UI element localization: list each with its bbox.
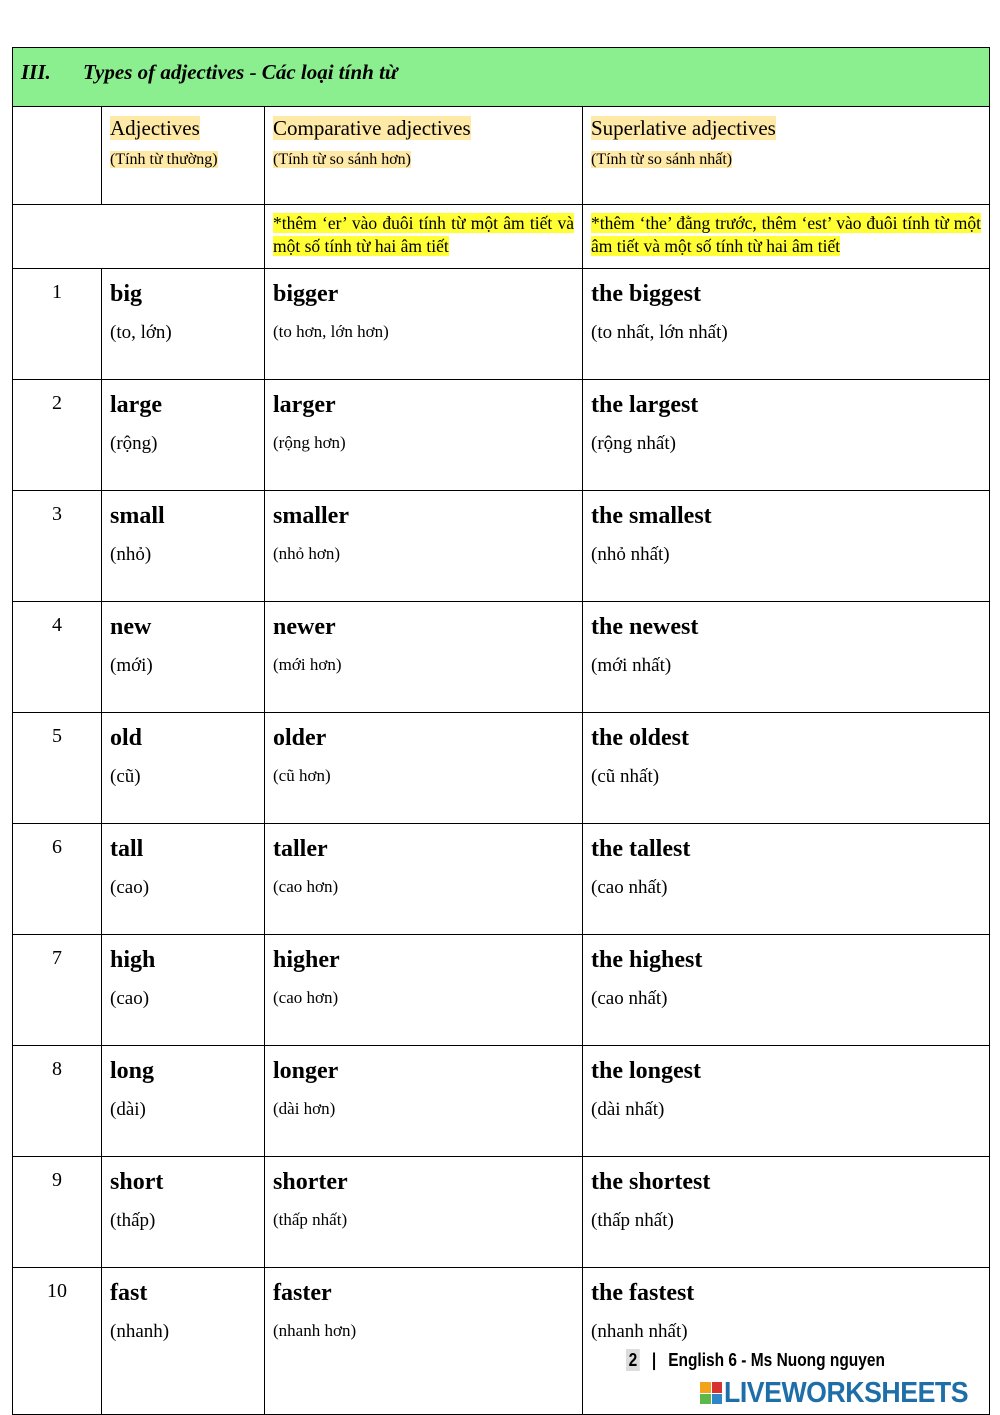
comparative-cell: [265, 1046, 583, 1157]
adjective-word: large: [110, 392, 162, 418]
superlative-cell: [583, 269, 990, 380]
superlative-word: the longest: [591, 1058, 701, 1084]
comparative-cell: [265, 269, 583, 380]
section-number: III.: [21, 60, 51, 84]
adjective-cell: [102, 935, 265, 1046]
comparative-translation: (rộng hơn): [273, 433, 346, 452]
adjective-word: short: [110, 1169, 164, 1195]
comparative-word: newer: [273, 614, 336, 640]
comparative-translation: (cũ hơn): [273, 766, 331, 785]
comparative-cell: [265, 380, 583, 491]
table-row: [13, 713, 990, 824]
row-number: 9: [13, 1157, 102, 1268]
header-comparative: [265, 107, 583, 205]
adjective-word: high: [110, 947, 156, 973]
header-adjectives: [102, 107, 265, 205]
row-number: 8: [13, 1046, 102, 1157]
comparative-word: faster: [273, 1280, 332, 1306]
row-number: 6: [13, 824, 102, 935]
superlative-word: the fastest: [591, 1280, 695, 1306]
superlative-cell: [583, 824, 990, 935]
superlative-word: the highest: [591, 947, 703, 973]
adjective-word: long: [110, 1058, 155, 1084]
superlative-cell: [583, 1046, 990, 1157]
liveworksheets-brand: [700, 1378, 989, 1408]
adjective-word: big: [110, 281, 143, 307]
adjective-cell: [102, 1046, 265, 1157]
row-number: 7: [13, 935, 102, 1046]
comparative-translation: (nhỏ hơn): [273, 544, 341, 563]
adjective-word: tall: [110, 836, 144, 862]
comparative-cell: [265, 1268, 583, 1415]
comparative-translation: (nhanh hơn): [273, 1321, 357, 1340]
comparative-word: taller: [273, 836, 328, 862]
comparative-cell: [265, 491, 583, 602]
header-empty-cell: [13, 107, 102, 205]
superlative-cell: [583, 380, 990, 491]
comparative-translation: (cao hơn): [273, 877, 339, 896]
superlative-translation: (cũ nhất): [591, 766, 660, 787]
adjective-cell: [102, 380, 265, 491]
superlative-word: the largest: [591, 392, 699, 418]
comparative-translation: (cao hơn): [273, 988, 339, 1007]
superlative-translation: (thấp nhất): [591, 1210, 674, 1231]
superlative-cell: [583, 1157, 990, 1268]
comparative-cell: [265, 1157, 583, 1268]
adjective-cell: [102, 1157, 265, 1268]
adjective-cell: [102, 602, 265, 713]
comparative-word: shorter: [273, 1169, 348, 1195]
table-row: [13, 602, 990, 713]
comparative-translation: (to hơn, lớn hơn): [273, 322, 389, 341]
header-superlative-sub: (Tính từ so sánh nhất): [591, 151, 733, 168]
table-row: [13, 269, 990, 380]
comparative-word: longer: [273, 1058, 339, 1084]
table-row: [13, 935, 990, 1046]
adjective-translation: (thấp): [110, 1210, 156, 1231]
comparative-rule-text: *thêm ‘er’ vào đuôi tính từ một âm tiết và một số tính từ hai âm tiết: [273, 213, 574, 256]
section-title-bar: [13, 48, 990, 107]
header-comparative-sub: (Tính từ so sánh hơn): [273, 151, 412, 168]
comparative-rule-note: [265, 205, 583, 269]
adjective-word: fast: [110, 1280, 148, 1306]
adjective-translation: (cũ): [110, 766, 141, 787]
adjective-translation: (to, lớn): [110, 322, 172, 343]
superlative-translation: (nhanh nhất): [591, 1321, 688, 1342]
header-superlative: [583, 107, 990, 205]
superlative-cell: [583, 935, 990, 1046]
superlative-cell: [583, 491, 990, 602]
comparative-word: smaller: [273, 503, 349, 529]
footer-separator: |: [651, 1350, 657, 1370]
footer-text: English 6 - Ms Nuong nguyen: [668, 1350, 885, 1370]
liveworksheets-logo-icon: [700, 1382, 722, 1404]
superlative-translation: (cao nhất): [591, 988, 668, 1009]
superlative-word: the smallest: [591, 503, 712, 529]
superlative-word: the oldest: [591, 725, 689, 751]
row-number: 3: [13, 491, 102, 602]
header-comparative-label: Comparative adjectives: [273, 116, 471, 140]
adjective-word: small: [110, 503, 165, 529]
table-row: [13, 824, 990, 935]
table-row: [13, 1046, 990, 1157]
header-superlative-label: Superlative adjectives: [591, 116, 776, 140]
row-number: 10: [13, 1268, 102, 1415]
adjective-cell: [102, 824, 265, 935]
adjective-word: new: [110, 614, 152, 640]
page-footer: [626, 1350, 885, 1371]
note-empty-cell: [13, 205, 265, 269]
comparative-word: larger: [273, 392, 336, 418]
adjective-cell: [102, 269, 265, 380]
adjective-translation: (cao): [110, 988, 150, 1009]
section-title: [13, 48, 989, 85]
superlative-cell: [583, 713, 990, 824]
superlative-translation: (dài nhất): [591, 1099, 665, 1120]
comparative-cell: [265, 824, 583, 935]
table-row: [13, 1157, 990, 1268]
adjective-translation: (mới): [110, 655, 153, 676]
comparative-word: higher: [273, 947, 340, 973]
row-number: 2: [13, 380, 102, 491]
superlative-word: the newest: [591, 614, 699, 640]
adjective-translation: (cao): [110, 877, 150, 898]
page-number: 2: [626, 1349, 640, 1371]
adjective-translation: (rộng): [110, 433, 158, 454]
superlative-word: the tallest: [591, 836, 691, 862]
section-title-text: Types of adjectives - Các loại tính từ: [83, 60, 398, 84]
superlative-word: the shortest: [591, 1169, 711, 1195]
superlative-rule-text: *thêm ‘the’ đằng trước, thêm ‘est’ vào đuôi tính từ một âm tiết và một số tính từ hai âm tiết: [591, 213, 981, 256]
header-adjectives-sub: (Tính từ thường): [110, 151, 218, 168]
adjective-translation: (dài): [110, 1099, 146, 1120]
comparative-cell: [265, 602, 583, 713]
comparative-cell: [265, 935, 583, 1046]
superlative-translation: (mới nhất): [591, 655, 672, 676]
superlative-translation: (to nhất, lớn nhất): [591, 322, 728, 343]
adjective-translation: (nhanh): [110, 1321, 170, 1342]
superlative-cell: [583, 602, 990, 713]
comparative-translation: (thấp nhất): [273, 1210, 348, 1229]
comparative-word: bigger: [273, 281, 339, 307]
superlative-translation: (cao nhất): [591, 877, 668, 898]
superlative-rule-note: [583, 205, 990, 269]
superlative-word: the biggest: [591, 281, 701, 307]
row-number: 1: [13, 269, 102, 380]
header-adjectives-label: Adjectives: [110, 116, 200, 140]
row-number: 4: [13, 602, 102, 713]
comparative-translation: (mới hơn): [273, 655, 342, 674]
table-row: [13, 491, 990, 602]
adjectives-table: [12, 47, 990, 1415]
comparative-word: older: [273, 725, 327, 751]
adjective-cell: [102, 713, 265, 824]
superlative-translation: (rộng nhất): [591, 433, 676, 454]
adjective-cell: [102, 491, 265, 602]
brand-name: LIVEWORKSHEETS: [724, 1376, 969, 1409]
adjective-translation: (nhỏ): [110, 544, 152, 565]
row-number: 5: [13, 713, 102, 824]
comparative-cell: [265, 713, 583, 824]
table-row: [13, 380, 990, 491]
adjective-cell: [102, 1268, 265, 1415]
adjective-word: old: [110, 725, 143, 751]
comparative-translation: (dài hơn): [273, 1099, 336, 1118]
superlative-translation: (nhỏ nhất): [591, 544, 670, 565]
